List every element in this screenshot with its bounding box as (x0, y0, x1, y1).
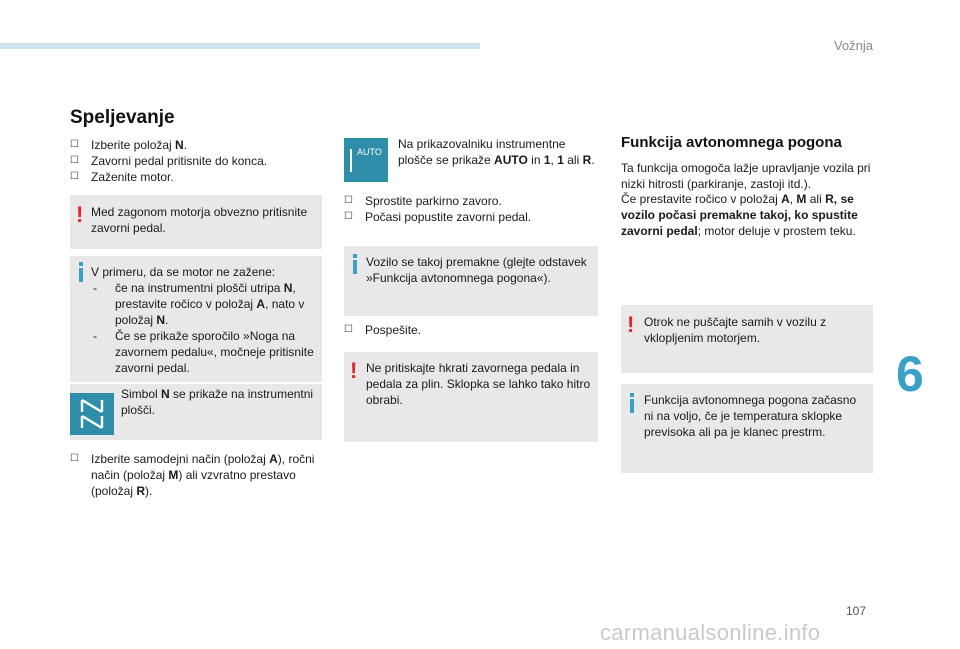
list-item: ☐ Sprostite parkirno zavoro. (344, 194, 502, 208)
right-paragraph-2: Če prestavite ročico v položaj A, M ali R, se vozilo počasi premakne takoj, ko spustite zavorni pedal; motor deluje v prostem teku. (621, 192, 858, 238)
n-indicator-icon (70, 393, 114, 435)
chapter-number: 6 (896, 346, 924, 402)
warning-text: Ne pritiskajte hkrati zavornega pedala in pedala za plin. Sklopka se lahko tako hitro obrabi. (366, 361, 591, 407)
info-text: Funkcija avtonomnega pogona začasno ni na voljo, če je temperatura sklopke previsoka ali pa je klanec prestrm. (644, 393, 857, 439)
list-item: ☐ Izberite položaj N. (70, 138, 188, 152)
watermark: carmanualsonline.info (600, 620, 821, 645)
warning-text: Med zagonom motorja obvezno pritisnite zavorni pedal. (91, 205, 308, 235)
list-item: - če na instrumentni plošči utripa N, prestavite ročico v položaj A, nato v položaj N. (93, 281, 305, 327)
list-item: - Če se prikaže sporočilo »Noga na zavornem pedalu«, močneje pritisnite zavorni pedal. (93, 329, 314, 375)
checkbox-arrow-icon: ☐ (70, 453, 79, 464)
middle-steps (344, 193, 598, 225)
checkbox-arrow-icon: ☐ (344, 195, 353, 206)
warning-box (621, 305, 873, 373)
info-text: V primeru, da se motor ne zažene: - če na instrumentni plošči utripa N, prestavite ročico v položaj A, nato v položaj N. - Če se prikaže sporočilo »Noga na zavornem pedalu«, močneje pritisnite zavorni pedal. (91, 264, 316, 376)
final-step (70, 451, 322, 499)
left-steps (70, 137, 320, 185)
right-paragraph-1: Ta funkcija omogoča lažje upravljanje vozila pri nizki hitrosti (parkiranje, zastoji itd.). (621, 161, 871, 191)
checkbox-arrow-icon: ☐ (344, 211, 353, 222)
warning-text: Otrok ne puščajte samih v vozilu z vklopljenim motorjem. (644, 315, 827, 345)
list-item: ☐ Zavorni pedal pritisnite do konca. (70, 154, 268, 168)
checkbox-arrow-icon: ☐ (70, 139, 79, 150)
section-title: Funkcija avtonomnega pogona (621, 134, 842, 151)
auto-indicator-icon (344, 138, 388, 182)
middle-step3 (344, 322, 598, 338)
exclamation-icon: ! (350, 358, 358, 383)
checkbox-arrow-icon: ☐ (70, 155, 79, 166)
info-box (70, 256, 322, 382)
page-title: Speljevanje (70, 107, 175, 128)
auto-label: AUTO (357, 147, 382, 157)
header-accent-bar (0, 43, 480, 49)
exclamation-icon: ! (76, 202, 84, 227)
info-box (621, 384, 873, 473)
checkbox-arrow-icon: ☐ (70, 171, 79, 182)
info-box (344, 246, 598, 316)
list-item: ☐ Počasi popustite zavorni pedal. (344, 210, 532, 224)
symbol-note: Simbol N se prikaže na instrumentni plošči. (121, 387, 314, 417)
info-icon (627, 393, 638, 415)
checkbox-arrow-icon: ☐ (344, 324, 353, 335)
auto-note: Na prikazovalniku instrumentne plošče se prikaže AUTO in 1, 1 ali R. (398, 137, 595, 167)
warning-box (344, 352, 598, 442)
info-icon (76, 262, 87, 284)
list-item: ☐ Zaženite motor. (70, 170, 174, 184)
list-item: ☐ Pospešite. (344, 323, 422, 337)
exclamation-icon: ! (627, 312, 635, 337)
info-text: Vozilo se takoj premakne (glejte odstavek »Funkcija avtonomnega pogona«). (366, 255, 587, 285)
info-icon (350, 254, 361, 276)
page-number: 107 (846, 604, 867, 618)
section-label: Vožnja (833, 38, 873, 53)
auto-glyph (344, 138, 388, 182)
list-item: ☐ Izberite samodejni način (položaj A), ročni način (položaj M) ali vzvratno prestavo (položaj R). (70, 452, 315, 498)
n-glyph (70, 393, 114, 435)
warning-box (70, 195, 322, 249)
